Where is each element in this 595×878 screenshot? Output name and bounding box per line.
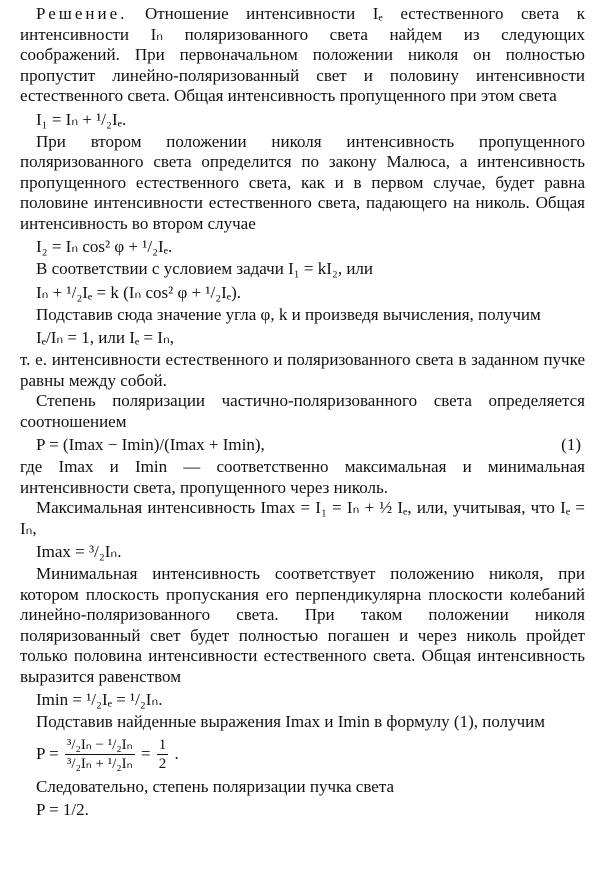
- formula-expression: P = (Imax − Imin)/(Imax + Imin),: [36, 435, 265, 454]
- solution-heading: Решение.: [36, 4, 128, 23]
- paragraph-substitute-formula: Подставив найденные выражения Imax и Imin в формулу (1), получим: [36, 712, 545, 731]
- paragraph-conclusion: Следовательно, степень поляризации пучка света: [36, 776, 394, 796]
- paragraph-max-intensity: Максимальная интенсивность Imax = I₁ = Iₙ + ½ Iₑ, или, учитывая, что Iₑ = Iₙ,: [20, 498, 585, 538]
- fraction-lhs: P =: [36, 743, 59, 763]
- fraction-numerator: ³/₂Iₙ − ¹/₂Iₙ: [66, 737, 133, 754]
- paragraph-solution-intro: [20, 4, 585, 107]
- paragraph-text: Отношение интенсивности Iₑ естественного света к интенсивности Iₙ поляризованного света найдем из следующих соображений. При первоначальном положении николя он полностью пропустит линейно-поляризованный свет и половину интенсивности естественного света. Общая интенсивность пропущенного при этом света: [20, 4, 585, 105]
- paragraph-min-intensity: Минимальная интенсивность соответствует положению николя, при котором плоскость пропускания его перпендикулярна плоскости колебаний линейно-поляризованного света. При таком положении николя поляризованный свет будет полностью погашен и через николь пройдет только половина интенсивности естественного света. Общая интенсивность выразится равенством: [20, 564, 585, 686]
- paragraph-equal-intensity: т. е. интенсивности естественного и поляризованного света в заданном пучке равны между собой.: [20, 350, 585, 390]
- document-page: [20, 4, 585, 822]
- fraction-equals: =: [140, 743, 151, 763]
- formula-ratio: Iₑ/Iₙ = 1, или Iₑ = Iₙ,: [36, 328, 174, 347]
- formula-result-fraction: [20, 735, 585, 775]
- paragraph-condition: В соответствии с условием задачи I₁ = kI₂, или: [36, 259, 374, 278]
- paragraph-substitute: Подставив сюда значение угла φ, k и произведя вычисления, получим: [36, 304, 541, 324]
- formula-degree-of-polarization: [20, 434, 585, 455]
- formula-imax: Imax = ³/₂Iₙ.: [36, 542, 122, 561]
- fraction-period: .: [174, 743, 179, 763]
- formula-number: (1): [561, 435, 581, 454]
- result-denominator: 2: [158, 756, 167, 773]
- formula-final-answer: P = 1/2.: [36, 800, 89, 819]
- paragraph-where: где Imax и Imin — соответственно максимальная и минимальная интенсивности света, пропущенного через николь.: [20, 457, 585, 497]
- result-numerator: 1: [158, 737, 167, 754]
- formula-i1: I₁ = Iₙ + ¹/₂Iₑ.: [36, 109, 127, 129]
- fraction-result: [157, 736, 169, 773]
- formula-i2: I₂ = Iₙ cos² φ + ¹/₂Iₑ.: [36, 237, 173, 256]
- fraction-denominator: ³/₂Iₙ + ¹/₂Iₙ: [66, 756, 133, 773]
- paragraph-malus: При втором положении николя интенсивность пропущенного поляризованного света определится по закону Малюса, а интенсивность пропущенного естественного света, как и в первом случае, будет равна половине интенсивности естественного света, падающего на николь. Общая интенсивность во втором случае: [20, 131, 585, 233]
- formula-k-relation: Iₙ + ¹/₂Iₑ = k (Iₙ cos² φ + ¹/₂Iₑ).: [36, 282, 242, 302]
- fraction-main: [65, 736, 135, 773]
- formula-imin: Imin = ¹/₂Iₑ = ¹/₂Iₙ.: [36, 690, 163, 709]
- paragraph-degree-definition: Степень поляризации частично-поляризованного света определяется соотношением: [20, 391, 585, 431]
